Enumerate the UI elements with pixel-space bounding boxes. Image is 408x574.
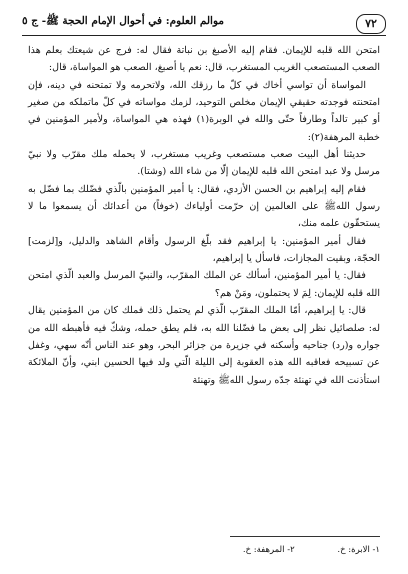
paragraph: فقال أمير المؤمنين: يا إبراهيم فقد بلّغ الرسول وأقام الشاهد والدليل، و[لزمت] الحجّة، وبقيت المجازات، فاسأل يا إبراهيم، (28, 235, 380, 265)
paragraph: فقام إليه إبراهيم بن الحسن الأزدي، فقال: يا أمير المؤمنين بالّذي فضّلك بما فضّل به رسول اللهﷺ على العالمين إن حرّمت أولياءك (خوفاً) من أعدائك أن يسمعوا ما لا يستحقّون علمه منك، (28, 183, 380, 230)
running-title: موالم العلوم: في أحوال الإمام الحجة ﷺ- ج ٥ (22, 15, 224, 27)
paragraph: قال: يا إبراهيم، أمّا الملك المقرّب الّذي لم يحتمل ذلك فملك كان من المؤمنين يقال له: صلصائيل نظر إلى بعض ما فضّلنا الله به، فلم يطق حمله، وشكّ فيه فأهبطه الله من جواره و(رد) جناحيه وأسكنه في جزيرة من جزائر البحر، وهو عند الناس أنّه سهي، وغفل عن تسبيحه فعاقبه الله هذه العقوبة إلى الليلة الّتي ولد فيها الحسين ابني، وأنّ الملائكة استأذنت الله في تهنئة جدّه رسول اللهﷺ وتهنئة (28, 305, 380, 386)
footnotes (120, 543, 380, 557)
paragraph: فقال: يا أمير المؤمنين، أسألك عن الملك المقرّب، والنبيّ المرسل والعبد الّذي امتحن الله قلبه للإيمان: لِمَ لا يحتملون، ومَنْ هم؟ (28, 270, 380, 299)
footnote-2: ٢- المرهفة: خ. (242, 545, 295, 555)
body-text (28, 42, 380, 389)
paragraph: حديثنا أهل البيت صعب مستصعب وغريب مستغرب، لا يحمله ملك مقرّب ولا نبيّ مرسل ولا عبد امتحن الله قلبه للإيمان إلّا من شاء الله (وشتا). (28, 149, 380, 178)
page-header (22, 14, 386, 34)
paragraph: امتحن الله قلبه للإيمان. فقام إليه الأصبغ بن نباتة فقال له: فرج عن شيعتك بعلم هذا الصعب المستصعب الغريب المستغرب، قال: نعم يا أصبغ، الصعب هو المواساة، قال: (28, 45, 380, 74)
page-number: ٧٢ (356, 14, 386, 34)
header-rule (22, 35, 386, 36)
footnote-rule (230, 536, 380, 537)
paragraph: المواساة أن تواسي أخاك في كلّ ما رزقك الله، ولاتحرمه ولا تمتحنه في دينه، فإن امتحنته فوجدته حقيقي الإيمان مخلص التوحيد، لزمك مواساته في كلّ ماتملكه من صغير أو كبير تالداً وطارفاً حتّى والله في الوبرة(١) فهذه هي المواساة، ولأمير المؤمنين في خطبة المرهفة(٢): (28, 79, 380, 143)
footnote-1: ١- الابرة: خ. (337, 545, 380, 555)
